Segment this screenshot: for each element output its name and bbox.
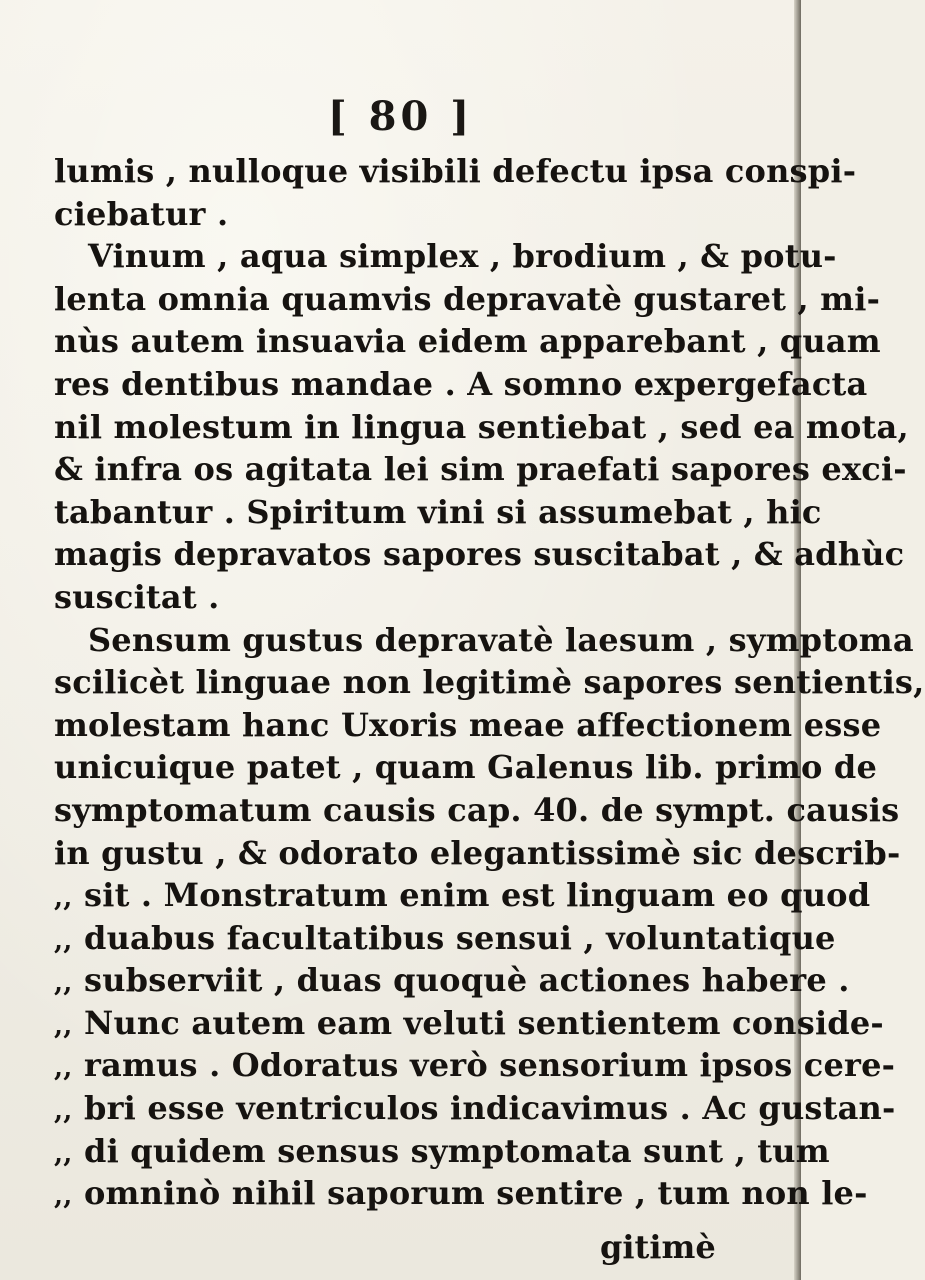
- text-line: [54, 1172, 868, 1215]
- text-line-content: ciebatur .: [54, 194, 229, 233]
- text-line: [54, 193, 790, 236]
- text-line-content: bri esse ventriculos indicavimus . Ac gustan-: [84, 1089, 896, 1128]
- text-line: [54, 235, 837, 278]
- text-line: [54, 917, 836, 960]
- text-line: [54, 1044, 896, 1087]
- quote-mark: ,,: [54, 1053, 73, 1084]
- text-line: [54, 1002, 884, 1045]
- text-line: [54, 278, 881, 321]
- text-line-content: molestam hanc Uxoris meae affectionem esse: [54, 705, 882, 744]
- text-line: [54, 576, 790, 619]
- text-line: [54, 406, 909, 449]
- text-line-content: scilicèt linguae non legitimè sapores sentientis,: [54, 663, 925, 702]
- text-line: [54, 619, 914, 662]
- text-line: [54, 1130, 830, 1173]
- text-line-content: symptomatum causis cap. 40. de sympt. causis: [54, 790, 900, 829]
- text-line-content: nùs autem insuavia eidem apparebant , quam: [54, 322, 881, 361]
- text-line: [54, 832, 901, 875]
- text-line-content: Vinum , aqua simplex , brodium , & potu-: [88, 237, 837, 276]
- text-line-content: lenta omnia quamvis depravatè gustaret , mi-: [54, 279, 881, 318]
- quote-mark: ,,: [54, 1181, 73, 1212]
- text-line-content: lumis , nulloque visibili defectu ipsa conspi-: [54, 152, 857, 190]
- text-line: [54, 789, 900, 832]
- quote-mark: ,,: [54, 968, 73, 999]
- quote-mark: ,,: [54, 1096, 73, 1127]
- text-line: [54, 1087, 896, 1130]
- text-line: [54, 959, 850, 1002]
- text-line-content: omninò nihil saporum sentire , tum non le-: [84, 1174, 868, 1213]
- catchword: gitimè: [600, 1228, 716, 1266]
- text-line: [54, 661, 925, 704]
- text-line: [54, 320, 881, 363]
- text-line-content: duabus facultatibus sensui , voluntatique: [84, 918, 836, 957]
- text-line: [54, 533, 905, 576]
- text-line: [54, 704, 882, 747]
- text-line: [54, 874, 871, 917]
- quote-mark: ,,: [54, 1138, 73, 1169]
- text-line-content: Nunc autem eam veluti sentientem conside-: [84, 1003, 884, 1042]
- text-line-content: unicuique patet , quam Galenus lib. primo de: [54, 748, 878, 787]
- quote-mark: ,,: [54, 1010, 73, 1041]
- text-line-content: di quidem sensus symptomata sunt , tum: [84, 1131, 830, 1170]
- text-line: [54, 363, 868, 406]
- quote-mark: ,,: [54, 883, 73, 914]
- text-line-content: res dentibus mandae . A somno expergefacta: [54, 364, 868, 403]
- page-number-header: [ 80 ]: [327, 93, 474, 140]
- text-line-content: subserviit , duas quoquè actiones habere .: [84, 961, 850, 1000]
- text-line-content: in gustu , & odorato elegantissimè sic describ-: [54, 833, 901, 872]
- body-text: [54, 150, 925, 1215]
- text-line: [54, 448, 907, 491]
- text-line-content: Sensum gustus depravatè laesum , symptoma: [88, 620, 914, 659]
- text-line: [54, 150, 857, 193]
- text-line-content: sit . Monstratum enim est linguam eo quod: [84, 876, 871, 915]
- text-line: [54, 746, 878, 789]
- text-line-content: nil molestum in lingua sentiebat , sed ea mota,: [54, 407, 909, 446]
- text-line-content: suscitat .: [54, 577, 220, 616]
- quote-mark: ,,: [54, 925, 73, 956]
- text-line: [54, 491, 822, 534]
- text-line-content: ramus . Odoratus verò sensorium ipsos cere-: [84, 1046, 896, 1085]
- text-line-content: magis depravatos sapores suscitabat , & adhùc: [54, 535, 905, 574]
- text-line-content: tabantur . Spiritum vini si assumebat , hic: [54, 492, 822, 531]
- text-line-content: & infra os agitata lei sim praefati sapores exci-: [54, 450, 907, 489]
